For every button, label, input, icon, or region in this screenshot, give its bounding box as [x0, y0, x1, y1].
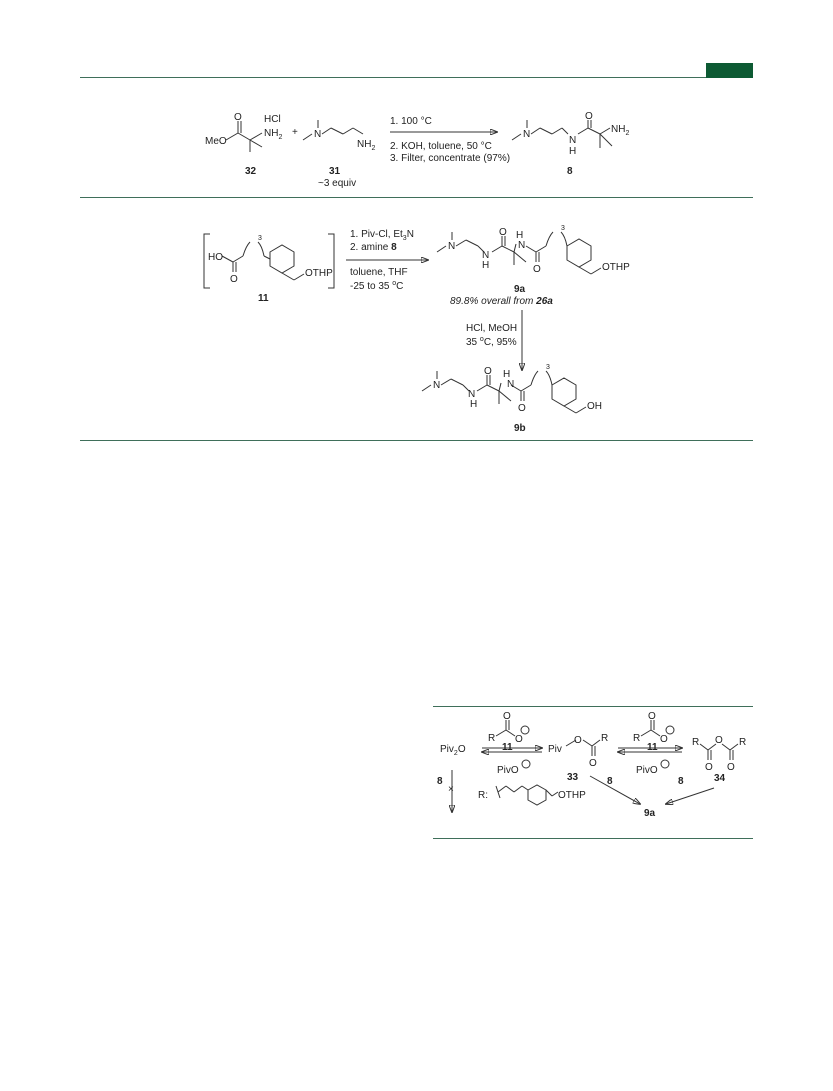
- compound-label-31: 31: [329, 166, 341, 177]
- amide-h-label-9a: H: [482, 260, 490, 271]
- compound-32-structure: [226, 121, 262, 152]
- condition-2-step-3: toluene, THF: [350, 267, 408, 278]
- compound-33-structure: [566, 740, 600, 756]
- r-label-11a: R: [488, 733, 496, 744]
- carbonyl-o-label-34a: O: [705, 762, 713, 773]
- condition-step-3: 3. Filter, concentrate (97%): [390, 153, 511, 164]
- piv2o-label: Piv$_2$O: [440, 744, 466, 757]
- amide-h-label-9b: H: [470, 399, 478, 410]
- chain-count-9a: 3: [561, 225, 565, 232]
- carbonyl-o-32: O: [234, 112, 242, 123]
- r-label-34b: R: [739, 737, 747, 748]
- meo-label: MeO: [205, 136, 227, 147]
- scheme-2: [204, 225, 630, 434]
- carbonyl-o-8: O: [585, 111, 593, 122]
- compound-label-9b: 9b: [514, 423, 526, 434]
- compound-label-11: 11: [258, 293, 269, 304]
- r-definition-label: R:: [478, 790, 488, 801]
- compound-label-9a-s3: 9a: [644, 808, 656, 819]
- ho-label-11: HO: [208, 252, 223, 263]
- othp-label-9a: OTHP: [602, 262, 630, 273]
- compound-label-9a: 9a: [514, 284, 526, 295]
- oh-label-9b: OH: [587, 401, 602, 412]
- scheme-1: [205, 111, 629, 189]
- arrow-34-to-9a: [666, 788, 714, 804]
- chain-count-9b: 3: [546, 364, 550, 371]
- r-group-structure: [496, 785, 558, 805]
- carbonyl-o-label-33: O: [589, 758, 597, 769]
- equiv-label: ~3 equiv: [318, 178, 357, 189]
- othp-label-r: OTHP: [558, 790, 586, 801]
- nh2-label-31: $NH_2$: [357, 139, 376, 152]
- right-bracket: [328, 234, 334, 288]
- amide-n2-label-9a: N: [518, 240, 526, 251]
- nh2-label-8: $NH_2$: [611, 124, 630, 137]
- arrow-33-to-9a: [590, 776, 640, 804]
- pivo-label-1: PivO: [497, 765, 519, 776]
- o-minus-label-11a: O: [515, 734, 523, 745]
- deprotection-condition-2: 35 $^o$C, 95%: [466, 336, 517, 348]
- r-label-34a: R: [692, 737, 700, 748]
- compound-label-8: 8: [567, 166, 573, 177]
- n-label-8: N: [523, 129, 531, 140]
- compound-label-34: 34: [714, 773, 726, 784]
- compound-label-11b: 11: [647, 742, 658, 753]
- n-label-9a: N: [448, 241, 456, 252]
- carbonyl-o-9b: O: [484, 366, 492, 377]
- carboxylate-11b-structure: [641, 720, 674, 736]
- condition-2-step-1: 1. Piv-Cl, $Et_3N$: [350, 229, 414, 242]
- o-label-11b: O: [648, 711, 656, 722]
- compound-label-33: 33: [567, 772, 579, 783]
- carbonyl-o2-9b: O: [518, 403, 526, 414]
- amide-n-label-8: N: [569, 135, 577, 146]
- hcl-label: HCl: [264, 114, 281, 125]
- yield-label-9a: 89.8% overall from 26a: [450, 296, 553, 307]
- condition-2-step-2: 2. amine 8: [350, 242, 397, 253]
- anion-charge-2: [661, 760, 669, 768]
- anion-charge-1: [522, 760, 530, 768]
- carboxylate-11a-structure: [496, 720, 529, 736]
- amide-h2-label-9a: H: [516, 230, 524, 241]
- amide-n2-label-9b: N: [507, 379, 515, 390]
- plus-sign: +: [292, 127, 298, 138]
- condition-step-2: 2. KOH, toluene, 50 °C: [390, 141, 492, 152]
- o-minus-label-11b: O: [660, 734, 668, 745]
- condition-2-step-4: -25 to 35 $^o$C: [350, 280, 404, 292]
- carbonyl-o-label-34b: O: [727, 762, 735, 773]
- amide-h2-label-9b: H: [503, 369, 511, 380]
- o-label-11a: O: [503, 711, 511, 722]
- compound-31-structure: [303, 120, 363, 140]
- carbonyl-o-9a: O: [499, 227, 507, 238]
- piv-label-33: Piv: [548, 744, 562, 755]
- r-label-11b: R: [633, 733, 641, 744]
- bridge-o-label-34: O: [715, 735, 723, 746]
- pivo-label-2: PivO: [636, 765, 658, 776]
- chain-count-11: 3: [258, 235, 262, 242]
- amide-n-label-9a: N: [482, 250, 490, 261]
- amine-label-8b: 8: [607, 776, 613, 787]
- scheme-3: [437, 711, 746, 819]
- n-label-31: N: [314, 129, 322, 140]
- n-label-9b: N: [433, 380, 441, 391]
- compound-34-structure: [700, 744, 738, 760]
- compound-label-11a: 11: [502, 742, 513, 753]
- amine-label-8c: 8: [678, 776, 684, 787]
- deprotection-condition-1: HCl, MeOH: [466, 323, 518, 334]
- othp-label-11: OTHP: [305, 268, 333, 279]
- condition-step-1: 1. 100 °C: [390, 116, 432, 127]
- r-label-33: R: [601, 733, 609, 744]
- amide-h-label-8: H: [569, 146, 577, 157]
- carbonyl-o2-9a: O: [533, 264, 541, 275]
- amide-n-label-9b: N: [468, 389, 476, 400]
- blocked-mark: ×: [448, 784, 454, 795]
- amine-label-8a: 8: [437, 776, 443, 787]
- ester-o-label-33: O: [574, 735, 582, 746]
- compound-label-32: 32: [245, 166, 257, 177]
- carbonyl-o-11: O: [230, 274, 238, 285]
- nh2-label-32: $NH_2$: [264, 128, 283, 141]
